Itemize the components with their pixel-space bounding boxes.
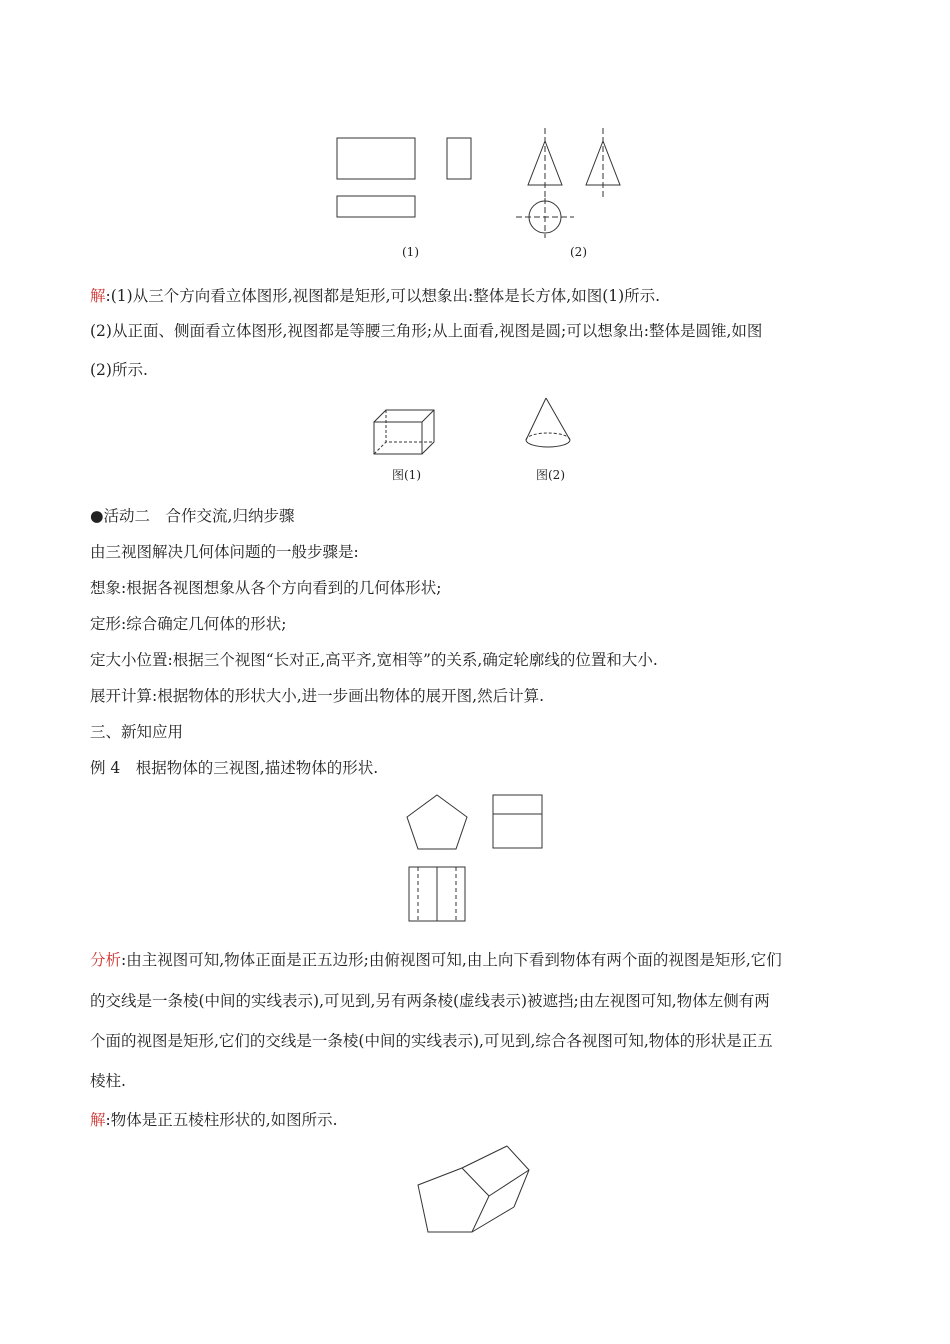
three-views-figure — [0, 0, 950, 270]
activity2-step-3: 定大小位置:根据三个视图“长对正,高平齐,宽相等”的关系,确定轮廓线的位置和大小. — [90, 651, 658, 669]
figure-caption-1: 图(1) — [392, 468, 421, 482]
section3-heading: 三、新知应用 — [90, 723, 184, 741]
cuboid-hidden-diagonal — [374, 442, 386, 454]
solution-label: 解 — [90, 287, 106, 305]
analysis-line-2: 的交线是一条棱(中间的实线表示),可见到,另有两条棱(虚线表示)被遮挡;由左视图可知,物体左侧有两 — [90, 992, 770, 1010]
figure-label-2: (2) — [570, 245, 587, 259]
cone-base-front — [526, 440, 570, 447]
activity2-heading: ●活动二 合作交流,归纳步骤 — [90, 507, 295, 525]
figure-label-1: (1) — [402, 245, 419, 259]
cuboid-visible-edges — [374, 410, 434, 454]
cuboid-hidden-edges — [386, 410, 434, 442]
analysis-line-4: 棱柱. — [90, 1072, 126, 1090]
prism-front-face — [418, 1168, 489, 1232]
cuboid-front-face — [374, 422, 422, 454]
prism-edge-right-upper — [489, 1170, 529, 1196]
solution2-label: 解 — [90, 1111, 106, 1129]
prism-views-figure — [0, 780, 950, 930]
activity2-step-4: 展开计算:根据物体的形状大小,进一步画出物体的展开图,然后计算. — [90, 687, 545, 705]
prism-side-view — [493, 795, 542, 848]
prism-edge-top — [462, 1146, 507, 1168]
pentagonal-prism-figure — [0, 1140, 950, 1240]
cone-right-edge — [546, 398, 570, 440]
example4-prompt: 例 4 根据物体的三视图,描述物体的形状. — [90, 759, 379, 777]
box-top-view — [337, 196, 415, 217]
cuboid-top-edge — [422, 410, 434, 422]
box-side-view — [447, 138, 471, 179]
solids-figure — [0, 390, 950, 460]
box-front-view — [337, 138, 415, 179]
solution1-line1: 解:(1)从三个方向看立体图形,视图都是矩形,可以想象出:整体是长方体,如图(1)所示. — [90, 287, 661, 305]
solution2-line: 解:物体是正五棱柱形状的,如图所示. — [90, 1111, 338, 1129]
prism-front-view — [407, 795, 467, 849]
analysis-label: 分析 — [90, 951, 122, 969]
activity2-step-1: 想象:根据各视图想象从各个方向看到的几何体形状; — [90, 579, 442, 597]
solution1-line2: (2)从正面、侧面看立体图形,视图都是等腰三角形;从上面看,视图是圆;可以想象出:整体是圆锥,如图 — [90, 322, 763, 340]
prism-back-outline — [507, 1146, 529, 1207]
activity2-intro: 由三视图解决几何体问题的一般步骤是: — [90, 543, 359, 561]
cone-base-back — [526, 433, 570, 440]
analysis-line-1: 分析:由主视图可知,物体正面是正五边形;由俯视图可知,由上向下看到物体有两个面的视图是矩形,它们 — [90, 951, 782, 969]
solution1-line3: (2)所示. — [90, 361, 148, 379]
activity2-step-2: 定形:综合确定几何体的形状; — [90, 615, 287, 633]
analysis-line-3: 个面的视图是矩形,它们的交线是一条棱(中间的实线表示),可见到,综合各视图可知,物体的形状是正五 — [90, 1032, 773, 1050]
figure-caption-2: 图(2) — [536, 468, 565, 482]
